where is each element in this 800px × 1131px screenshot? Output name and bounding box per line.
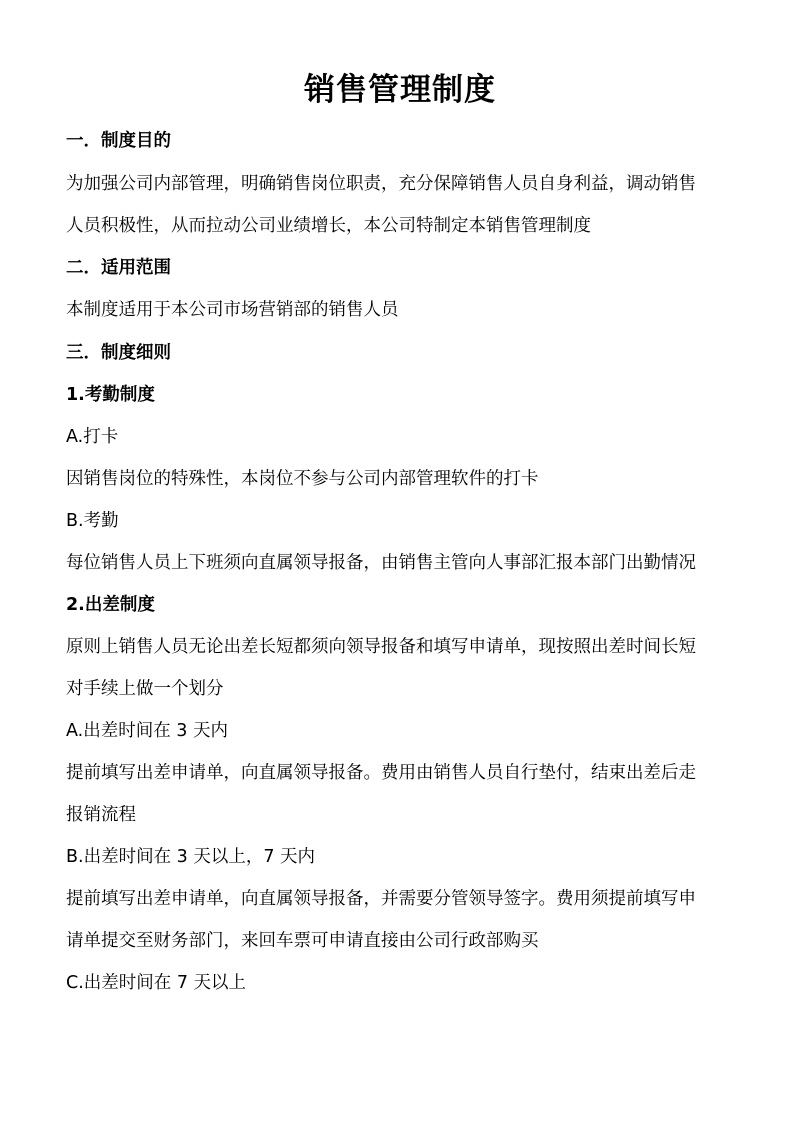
paragraph-line: 报销流程	[66, 805, 136, 825]
item-label: A.出差时间在 3 天内	[66, 721, 228, 741]
paragraph-line: 提前填写出差申请单，向直属领导报备。费用由销售人员自行垫付，结束出差后走	[66, 763, 696, 783]
item-label: A.打卡	[66, 427, 119, 447]
paragraph-line: 提前填写出差申请单，向直属领导报备，并需要分管领导签字。费用须提前填写申	[66, 889, 696, 909]
paragraph-line: 请单提交至财务部门，来回车票可申请直接由公司行政部购买	[66, 931, 539, 951]
paragraph-line: 因销售岗位的特殊性，本岗位不参与公司内部管理软件的打卡	[66, 469, 539, 489]
paragraph-line: 本制度适用于本公司市场营销部的销售人员	[66, 300, 399, 320]
item-label: C.出差时间在 7 天以上	[66, 973, 247, 993]
item-label: B.考勤	[66, 511, 119, 531]
section-heading: 二．适用范围	[66, 258, 171, 278]
section-heading: 一．制度目的	[66, 131, 171, 151]
subsection-heading: 1.考勤制度	[66, 385, 155, 405]
paragraph-line: 每位销售人员上下班须向直属领导报备，由销售主管向人事部汇报本部门出勤情况	[66, 553, 696, 573]
subsection-heading: 2.出差制度	[66, 595, 155, 615]
document-title: 销售管理制度	[304, 72, 496, 108]
item-label: B.出差时间在 3 天以上，7 天内	[66, 847, 316, 867]
paragraph-line: 原则上销售人员无论出差长短都须向领导报备和填写申请单，现按照出差时间长短	[66, 637, 696, 657]
paragraph-line: 对手续上做一个划分	[66, 679, 224, 699]
paragraph-line: 人员积极性，从而拉动公司业绩增长，本公司特制定本销售管理制度	[66, 216, 591, 236]
paragraph-line: 为加强公司内部管理，明确销售岗位职责，充分保障销售人员自身利益，调动销售	[66, 174, 696, 194]
section-heading: 三．制度细则	[66, 343, 171, 363]
